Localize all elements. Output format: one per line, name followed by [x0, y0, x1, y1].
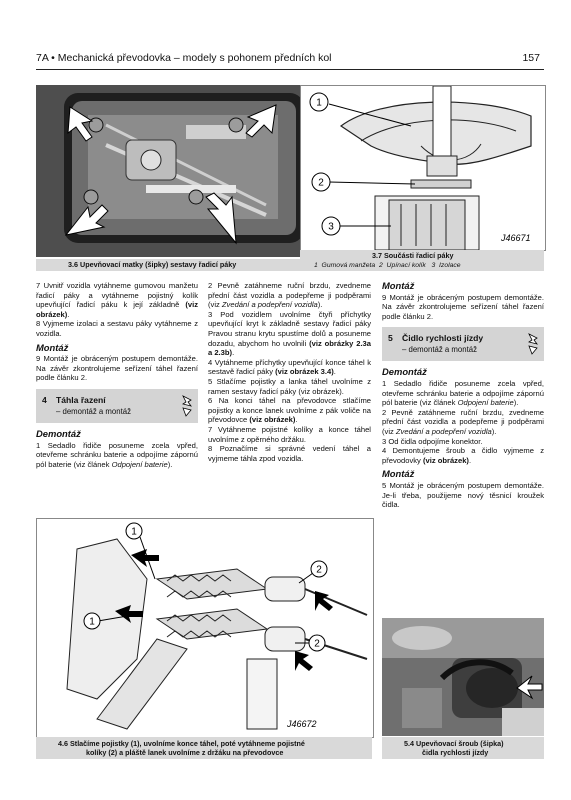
figure-3-7-callout-3: 3 — [328, 221, 334, 233]
figure-4-6-callout-1b: 1 — [89, 616, 95, 628]
col3-heading-montaz-2: Montáž — [382, 468, 415, 480]
section-4-box — [36, 389, 198, 423]
col1-heading-montaz: Montáž — [36, 341, 69, 353]
figure-3-6-number: 3.6 — [68, 260, 78, 269]
col2-step-6 — [208, 396, 371, 425]
col3-step-2 — [382, 408, 544, 437]
col3-step-2-text: 2 Pevně zatáhneme ruční brzdu, zvedneme přední část vozidla a podepřeme ji podpěrami (viz — [382, 407, 544, 436]
figure-3-7-code: J46671 — [501, 233, 531, 243]
col3-heading-demontaz: Demontáž — [382, 366, 427, 378]
figure-3-7-callout-1: 1 — [316, 97, 322, 109]
section-4-subtitle: – demontáž a montáž — [56, 406, 131, 416]
col3-step-4-ref: (viz obrázek) — [422, 455, 469, 465]
figure-3-7-diagram — [300, 85, 546, 251]
figure-3-7-legend: 1 Gumová manžeta 2 Upínací kolík 3 Izolace — [314, 262, 461, 269]
col3-step-2-end: ). — [491, 426, 497, 436]
figure-4-6-callout-2a: 2 — [316, 564, 322, 576]
text-column-3 — [382, 281, 544, 510]
col2-step-3-end: . — [232, 348, 235, 358]
figure-4-6-diagram — [36, 518, 374, 738]
figure-4-6-text-2: kolíky (2) a pláště lanek uvolníme z držáku na převodovce — [86, 748, 284, 757]
section-5-box — [382, 327, 544, 361]
col3-step-3: 3 Od čidla odpojíme konektor. — [382, 436, 483, 446]
figure-4-6-caption — [36, 737, 372, 759]
figure-5-4-text-2: čidla rychlosti jízdy — [422, 748, 489, 757]
col3-step-1-end: ). — [513, 398, 519, 408]
figure-4-6-text-1: Stlačíme pojistky (1), uvolníme konce táhel, poté vytáhneme pojistné — [70, 739, 305, 748]
header-title: 7A • Mechanická převodovka – modely s pohonem předních kol — [36, 52, 332, 64]
text-column-2 — [208, 281, 371, 463]
col1-step-7 — [36, 281, 198, 319]
col2-step-5: 5 Stlačíme pojistky a lanka táhel uvolníme z ramen sestavy řadicí páky (viz obrázek). — [208, 376, 371, 396]
figure-3-7-callout-2: 2 — [318, 177, 324, 189]
col2-step-6-end: . — [295, 415, 298, 425]
figure-3-7-text: Součásti řadicí páky — [384, 251, 454, 260]
col2-step-2-ref: Zvedání a podepření vozidla — [221, 300, 318, 310]
col2-step-4 — [208, 358, 371, 377]
text-column-1 — [36, 281, 198, 469]
col3-step-1-text: 1 Sedadlo řidiče posuneme zcela vpřed, otevřeme schránku baterie a odpojíme zápornú pól baterie (viz článek — [382, 378, 544, 408]
col2-step-4-ref: (viz obrázek 3.4) — [275, 367, 334, 377]
col2-step-3-ref: (viz obrázky 2.3a a 2.3b) — [208, 338, 372, 358]
figure-4-6-callout-2b: 2 — [314, 638, 320, 650]
col2-step-2-end: ). — [317, 300, 323, 310]
section-4-number: 4 — [42, 394, 47, 405]
section-5-title: Čidlo rychlosti jízdy — [402, 333, 484, 344]
col1-step-8: 8 Vyjmeme izolaci a sestavu páky vytáhneme z vozidla. — [36, 319, 198, 338]
figure-3-7-caption — [300, 250, 544, 271]
section-4-title: Táhla řazení — [56, 394, 106, 405]
col2-step-3 — [208, 310, 371, 358]
figure-4-6-callout-1a: 1 — [131, 526, 137, 538]
col1-heading-demontaz: Demontáž — [36, 427, 81, 439]
figure-5-4-caption — [382, 737, 544, 759]
figure-4-6-code: J46672 — [287, 719, 317, 729]
figure-5-4-number: 5.4 — [404, 739, 414, 748]
figure-5-4-text-1: Upevňovací šroub (šipka) — [416, 739, 504, 748]
col3-step-4-end: . — [468, 455, 472, 465]
col2-step-2-text: 2 Pevně zatáhneme ruční brzdu, zvedneme přední část vozidla a podepřeme ji podpěrami (viz — [208, 281, 371, 310]
figure-4-6-number: 4.6 — [58, 739, 68, 748]
col1-step-9: 9 Montáž je obráceným postupem demontáže. Na závěr zkontrolujeme seřízení táhel řazení podle článku 2. — [36, 354, 198, 383]
running-header — [36, 52, 544, 68]
col1-step-1-ref: Odpojení baterie — [111, 459, 168, 469]
col3-step-4-text: 4 Demontujeme šroub a čidlo vyjmeme z převodovky — [382, 446, 544, 465]
col3-step-9: 9 Montáž je obráceným postupem demontáže. Na závěr zkontrolujeme seřízení táhel řazení podle článku 2. — [382, 292, 544, 321]
figure-5-4-photo — [382, 618, 544, 736]
col2-step-3-text: 3 Pod vozidlem uvolníme čtyři příchytky upevňující kryt k základně sestavy řadicí páky Pravou stranu krytu spustíme dolů a posuneme dozadu, abychom ho uvolnili — [208, 309, 371, 348]
figure-3-6-text: Upevňovací matky (šipky) sestavy řadicí páky — [80, 260, 237, 269]
col1-step-1 — [36, 441, 198, 470]
col3-step-2-ref: Zvedání a podepření vozidla — [395, 426, 492, 436]
col1-step-1-text: 1 Sedadlo řidiče posuneme zcela vpřed, otevřeme schránku baterie a odpojíme zápornú pól baterie (viz článek — [36, 440, 198, 469]
col1-step-7-text: 7 Uvnitř vozidla vytáhneme gumovou manžetu řadicí páky a vytáhneme pojistný kolík upevňující řadicí páku k její základně — [36, 281, 198, 310]
col2-step-6-ref: (viz obrázek) — [249, 415, 296, 425]
col1-step-1-end: ). — [167, 459, 173, 469]
col1-step-7-end: . — [67, 309, 70, 319]
col2-step-8: 8 Poznačíme si správné vedení táhel a vyjmeme táhla zpod vozidla. — [208, 444, 371, 463]
col2-step-4-text: 4 Vytáhneme příchytky upevňující konce táhel k sestavě řadicí páky — [208, 357, 371, 377]
col1-step-7-ref: (viz obrázek) — [36, 300, 198, 319]
col3-heading-montaz-1: Montáž — [382, 280, 415, 291]
section-5-number: 5 — [388, 333, 393, 344]
col2-step-6-text: 6 Na konci táhel na převodovce stlačíme pojistky a konce lanek uvolníme z pák voliče na převodovce — [208, 396, 371, 425]
col3-step-5: 5 Montáž je obráceným postupem demontáže. Je-li třeba, použijeme nový těsnicí kroužek čidla. — [382, 480, 544, 510]
col2-step-7: 7 Vytáhneme pojistné kolíky a konce táhel uvolníme z opěrného držáku. — [208, 424, 371, 444]
difficulty-icon — [526, 332, 540, 356]
difficulty-icon — [180, 394, 194, 418]
col3-step-1-ref: Odpojení baterie — [457, 398, 514, 408]
figure-3-7-number: 3.7 — [372, 251, 382, 260]
page-number: 157 — [522, 52, 540, 64]
header-rule — [36, 69, 544, 70]
section-5-subtitle: – demontáž a montáž — [402, 345, 477, 355]
col2-step-2 — [208, 281, 371, 310]
col2-step-4-end: . — [333, 367, 336, 377]
col3-step-4 — [382, 446, 544, 465]
col3-step-1 — [382, 379, 544, 408]
